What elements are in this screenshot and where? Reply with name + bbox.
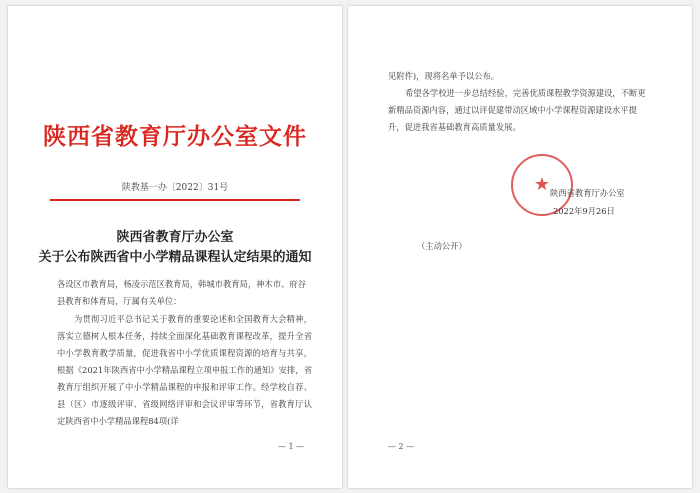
body-paragraph-2: 希望各学校进一步总结经验，完善优质课程教学资源建设，不断更新精品资源内容，通过以评促建带动区域中小学课程资源建设水平提升，促进我省基础教育高质量发展。	[388, 88, 646, 132]
notice-title-line-1: 陕西省教育厅办公室	[116, 230, 234, 245]
seal-star-icon: ★	[533, 174, 551, 195]
page-number-1: — 1 —	[278, 442, 305, 451]
disclosure-note: （主动公开）	[417, 241, 467, 251]
notice-title-line-2: 关于公布陕西省中小学精品课程认定结果的通知	[38, 250, 312, 265]
page2-body	[388, 68, 650, 136]
body-continuation: 见附件)，现将名单予以公布。	[388, 71, 500, 81]
signing-organization: 陕西省教育厅办公室	[550, 188, 625, 198]
body-paragraph-1: 为贯彻习近平总书记关于教育的重要论述和全国教育大会精神，落实立德树人根本任务，持续全面深化基础教育课程改革，提升全省中小学教育教学质量，促进我省中小学优质课程资源的培育与共享，根据《2021年陕西省中小学精品课程立项申报工作的通知》安排，省教育厅组织开展了中小学精品课程的申报和评审工作。经学校自荐、县（区）市逐级评审、省级网络评审和会议评审等环节，省教育厅认定陕西省中小学精品课程84项(详	[57, 314, 312, 426]
document-page-2	[348, 6, 692, 488]
signing-date: 2022年9月26日	[553, 206, 615, 216]
document-header-title: 陕西省教育厅办公室文件	[43, 123, 307, 150]
document-number: 陕教基一办〔2022〕31号	[121, 183, 229, 193]
document-page-1	[8, 6, 342, 488]
red-divider-line	[50, 199, 300, 201]
page-number-2: — 2 —	[388, 442, 415, 451]
addressees: 各设区市教育局，杨凌示范区教育局，韩城市教育局，神木市、府谷县教育和体育局，厅属有关单位：	[57, 279, 306, 306]
